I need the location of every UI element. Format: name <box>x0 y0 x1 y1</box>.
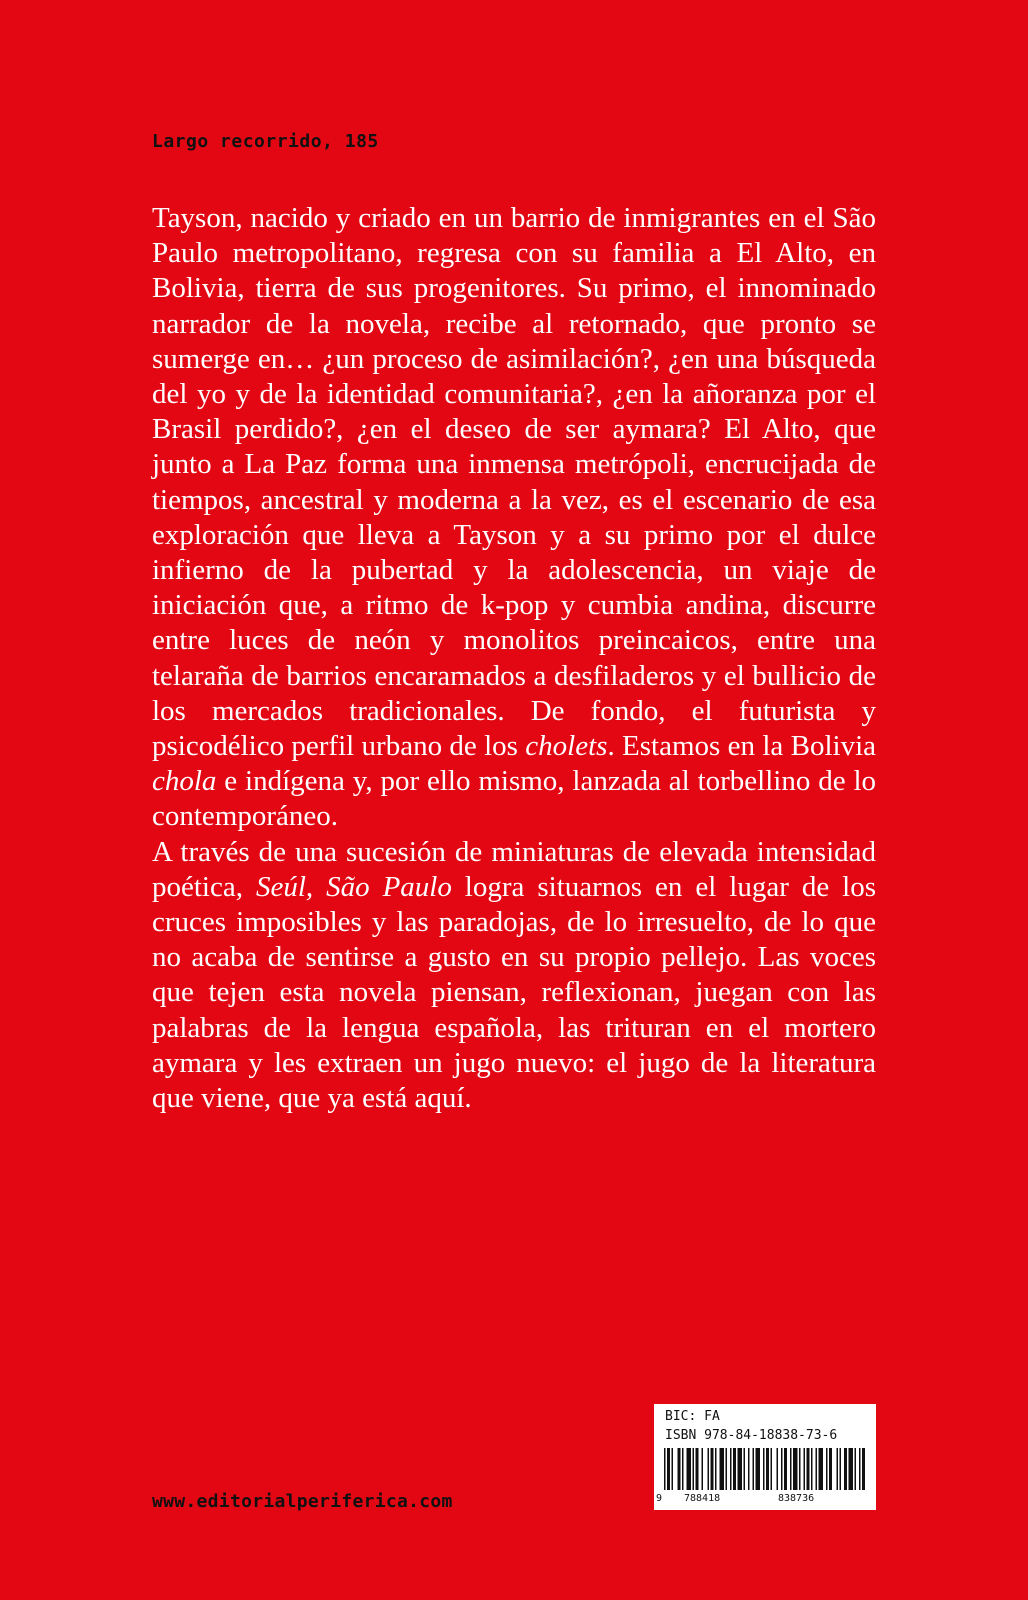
blurb-text: A través de una sucesión de miniaturas de elevada intensidad poética, <box>152 835 876 903</box>
blurb-text: . Estamos en la Bolivia <box>607 730 876 763</box>
barcode-bar <box>763 1448 765 1490</box>
barcode-bar <box>816 1448 818 1490</box>
barcode-bar <box>708 1448 710 1490</box>
barcode-bar <box>826 1448 828 1490</box>
barcode-bar <box>664 1448 666 1490</box>
barcode-bar <box>777 1448 779 1490</box>
barcode-bar <box>682 1448 684 1490</box>
barcode-bars <box>660 1448 868 1490</box>
blurb-paragraph-1 <box>152 201 876 835</box>
barcode-bar <box>804 1448 806 1490</box>
barcode-bar <box>726 1448 728 1490</box>
barcode-bar <box>855 1448 857 1490</box>
barcode-bar <box>733 1448 736 1490</box>
blurb-text: e indígena y, por ello mismo, lanzada al torbellino de lo contemporáneo. <box>152 765 876 833</box>
barcode-bar <box>799 1448 801 1490</box>
barcode-bar <box>720 1448 725 1490</box>
bic-code: BIC: FA <box>665 1409 720 1424</box>
barcode-bar <box>819 1448 824 1490</box>
barcode-bar <box>678 1448 681 1490</box>
barcode-bar <box>756 1448 761 1490</box>
barcode-bar <box>711 1448 714 1490</box>
barcode-bar <box>753 1448 755 1490</box>
publisher-website: www.editorialperiferica.com <box>152 1491 453 1512</box>
barcode-digits-right: 838736 <box>778 1493 815 1504</box>
barcode-digits-left: 788418 <box>684 1493 721 1504</box>
barcode-bar <box>793 1448 798 1490</box>
barcode-bar <box>811 1448 813 1490</box>
blurb-italic-term: chola <box>152 765 217 798</box>
barcode-bar <box>687 1448 692 1490</box>
back-cover-blurb <box>152 201 876 1116</box>
barcode-bar <box>807 1448 810 1490</box>
barcode-bar <box>748 1448 750 1490</box>
series-label: Largo recorrido, 185 <box>152 131 379 152</box>
isbn-number: ISBN 978-84-18838-73-6 <box>665 1428 838 1443</box>
barcode-bar <box>766 1448 769 1490</box>
barcode-bar <box>862 1448 865 1490</box>
blurb-text: logra situarnos en el lugar de los cruces imposibles y las paradojas, de lo irresuelto, de lo que no acaba de sentirse a gusto en su propio pellejo. Las voces que tejen esta novela piensan, reflexionan, juegan con las palabras de la lengua española, las trituran en el mortero aymara y les extraen un jugo nuevo: el jugo de la literatura que viene, que ya está aquí. <box>152 870 877 1115</box>
barcode-bar <box>730 1448 732 1490</box>
barcode-bar <box>840 1448 842 1490</box>
barcode-bar <box>702 1448 704 1490</box>
barcode-bar <box>844 1448 847 1490</box>
blurb-italic-term: cholets <box>525 730 608 763</box>
barcode-bar <box>790 1448 792 1490</box>
barcode-bar <box>715 1448 717 1490</box>
barcode-bar <box>849 1448 854 1490</box>
barcode-bar <box>771 1448 773 1490</box>
barcode-bar <box>693 1448 695 1490</box>
barcode-bar <box>781 1448 783 1490</box>
barcode-bar <box>829 1448 832 1490</box>
book-title-italic: Seúl, São Paulo <box>255 870 452 903</box>
barcode-panel <box>654 1404 876 1510</box>
barcode-bar <box>672 1448 674 1490</box>
barcode-bar <box>859 1448 861 1490</box>
barcode-bar <box>784 1448 787 1490</box>
barcode-bar <box>744 1448 746 1490</box>
barcode-bar <box>696 1448 699 1490</box>
barcode-digit-lead: 9 <box>656 1493 663 1504</box>
barcode-bar <box>837 1448 839 1490</box>
barcode-bar <box>738 1448 743 1490</box>
blurb-paragraph-2 <box>152 835 876 1117</box>
barcode-bar <box>667 1448 670 1490</box>
blurb-text: Tayson, nacido y criado en un barrio de inmigrantes en el São Paulo metropolitano, regresa con su familia a El Alto, en Bolivia, tierra de sus progenitores. Su primo, el innominado narrador de la novela, recibe al retornado, que pronto se sumerge en… ¿un proceso de asimilación?, ¿en una búsqueda del yo y de la identidad comunitaria?, ¿en la añoranza por el Brasil perdido?, ¿en el deseo de ser aymara? El Alto, que junto a La Paz forma una inmensa metrópoli, encrucijada de tiempos, ancestral y moderna a la vez, es el escenario de esa exploración que lleva a Tayson y a su primo por el dulce infierno de la pubertad y la adolescencia, un viaje de iniciación que, a ritmo de k-pop y cumbia andina, discurre entre luces de neón y monolitos preincaicos, entre una telaraña de barrios encaramados a desfiladeros y el bullicio de los mercados tradicionales. De fondo, el futurista y psicodélico perfil urbano de los <box>152 202 876 763</box>
